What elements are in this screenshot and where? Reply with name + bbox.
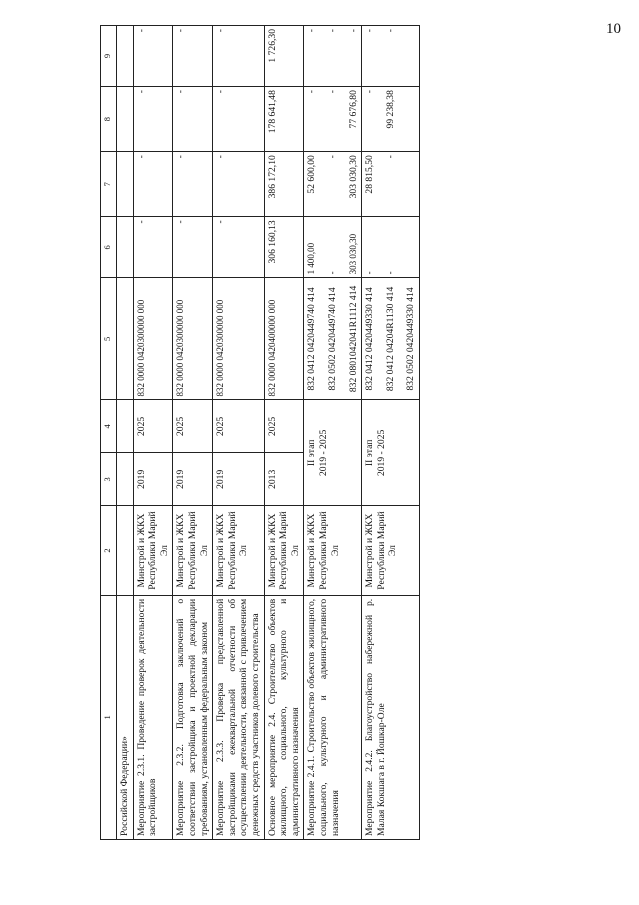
column-9-value: - [384, 29, 396, 33]
column-9-value: - [135, 29, 147, 33]
column-8-value: - [326, 90, 338, 94]
column-9-value [405, 29, 417, 83]
column-6-value [405, 220, 417, 274]
section-tail: Российской Федерации» [117, 595, 134, 839]
column-6 [362, 217, 420, 278]
column-7-value: - [326, 155, 338, 159]
column-number: 1 [101, 595, 117, 839]
table-row [173, 26, 213, 840]
column-7-value: - [384, 155, 396, 159]
column-6-value: 1 400,00 [306, 242, 317, 275]
column-9-value: - [364, 29, 376, 33]
column-number: 8 [101, 87, 117, 152]
rotated-table-container [100, 25, 545, 840]
table-row [264, 26, 304, 840]
column-9 [213, 26, 264, 87]
budget-code [173, 278, 213, 400]
column-number: 2 [101, 506, 117, 596]
column-8-value: - [306, 90, 318, 94]
column-6 [173, 217, 213, 278]
section-tail-row [117, 26, 134, 840]
measure-name: Основное мероприятие 2.4. Строительство объектов жилищного, социального, культурного и административного назначения [264, 595, 304, 839]
budget-code-value: 832 0000 0420400000 000 [266, 299, 277, 397]
column-6-value: 306 160,13 [266, 220, 278, 264]
column-6 [264, 217, 304, 278]
table-body [117, 26, 420, 840]
executor: Минстрой и ЖКХ Республики Марий Эл [133, 506, 173, 596]
budget-code [304, 278, 362, 400]
column-8-value: - [364, 90, 376, 94]
column-9-value: 1 726,30 [266, 29, 278, 63]
budget-code-value: 832 0000 0420300000 000 [175, 299, 186, 397]
column-6 [133, 217, 173, 278]
column-8-value [405, 90, 417, 148]
executor: Минстрой и ЖКХ Республики Марий Эл [362, 506, 420, 596]
column-6-value: - [215, 220, 227, 224]
column-number: 3 [101, 453, 117, 506]
column-6 [304, 217, 362, 278]
column-6-value: - [326, 271, 337, 275]
budget-code [133, 278, 173, 400]
executor: Минстрой и ЖКХ Республики Марий Эл [264, 506, 304, 596]
program-measures-table [100, 25, 420, 840]
column-6-value: - [135, 220, 147, 224]
column-9 [173, 26, 213, 87]
column-9 [362, 26, 420, 87]
table-row [304, 26, 362, 840]
column-7-value: - [175, 155, 187, 159]
column-7 [264, 152, 304, 217]
budget-code [362, 278, 420, 400]
table-row [133, 26, 173, 840]
column-6-value: - [175, 220, 187, 224]
start-year: 2019 [133, 453, 173, 506]
column-8-value: 77 676,80 [347, 90, 359, 129]
column-8 [304, 87, 362, 152]
budget-code [213, 278, 264, 400]
column-8-value: 99 238,38 [384, 90, 396, 129]
column-9-value: - [175, 29, 187, 33]
column-8-value: - [215, 90, 227, 94]
column-7 [304, 152, 362, 217]
budget-code-value: 832 0502 0420449740 414 [326, 287, 338, 391]
budget-code-value: 832 0502 0420449330 414 [405, 287, 417, 391]
column-7-value: - [135, 155, 147, 159]
column-6 [213, 217, 264, 278]
column-7 [133, 152, 173, 217]
column-number: 4 [101, 400, 117, 453]
column-8-value: 178 641,48 [266, 90, 278, 134]
column-9 [264, 26, 304, 87]
stage-line: 2019 - 2025 [317, 429, 329, 477]
column-7 [362, 152, 420, 217]
column-9 [133, 26, 173, 87]
stage-line: 2019 - 2025 [375, 429, 387, 477]
column-number: 5 [101, 278, 117, 400]
stage-period [362, 400, 420, 506]
start-year: 2019 [173, 453, 213, 506]
column-8 [362, 87, 420, 152]
column-8-value: - [135, 90, 147, 94]
budget-code-value: 832 0801042041R1112 414 [347, 285, 359, 393]
table-row [362, 26, 420, 840]
column-number-row [101, 26, 117, 840]
stage-line: II этап [364, 439, 376, 467]
end-year: 2025 [264, 400, 304, 453]
measure-name: Мероприятие 2.4.1. Строительство объектов жилищного, социального, культурного и административного назначения [304, 595, 362, 839]
measure-name: Мероприятие 2.3.3. Проверка представленной застройщиками ежеквартальной отчетности об осуществлении деятельности, связанной с привлечением денежных средств участников долевого строительства [213, 595, 264, 839]
column-7-value: - [215, 155, 227, 159]
column-6-value: - [364, 271, 375, 275]
column-number: 6 [101, 217, 117, 278]
column-number: 7 [101, 152, 117, 217]
column-7 [213, 152, 264, 217]
column-6-value: 303 030,30 [347, 233, 358, 275]
budget-code-value: 832 0000 0420300000 000 [135, 299, 146, 397]
page-number: 10 [606, 21, 621, 37]
column-8 [264, 87, 304, 152]
end-year: 2025 [213, 400, 264, 453]
measure-name: Мероприятие 2.4.2. Благоустройство набережной р. Малая Кокшага в г. Йошкар-Оле [362, 595, 420, 839]
budget-code-value: 832 0412 04204R1130 414 [384, 286, 396, 392]
column-number: 9 [101, 26, 117, 87]
stage-period [304, 400, 362, 506]
table-row [213, 26, 264, 840]
measure-name: Мероприятие 2.3.2. Подготовка заключений о соответствии застройщика и проектной декларации требованиям, установленным федеральным законом [173, 595, 213, 839]
end-year: 2025 [173, 400, 213, 453]
column-6-value: - [384, 271, 395, 275]
column-9-value: - [215, 29, 227, 33]
column-7-value [405, 155, 417, 213]
column-7-value: 386 172,10 [266, 155, 278, 199]
budget-code-value: 832 0412 0420449330 414 [364, 287, 376, 391]
column-7 [173, 152, 213, 217]
column-9-value: - [347, 29, 359, 33]
end-year: 2025 [133, 400, 173, 453]
executor: Минстрой и ЖКХ Республики Марий Эл [173, 506, 213, 596]
column-9 [304, 26, 362, 87]
column-7-value: 52 600,00 [306, 155, 318, 194]
start-year: 2019 [213, 453, 264, 506]
column-8 [133, 87, 173, 152]
executor: Минстрой и ЖКХ Республики Марий Эл [304, 506, 362, 596]
stage-line: II этап [306, 439, 318, 467]
budget-code-value: 832 0412 0420449740 414 [306, 287, 318, 391]
column-9-value: - [326, 29, 338, 33]
column-7-value: 28 815,50 [364, 155, 376, 194]
column-8 [173, 87, 213, 152]
executor: Минстрой и ЖКХ Республики Марий Эл [213, 506, 264, 596]
column-8 [213, 87, 264, 152]
column-7-value: 303 030,30 [347, 155, 359, 199]
start-year: 2013 [264, 453, 304, 506]
column-9-value: - [306, 29, 318, 33]
column-8-value: - [175, 90, 187, 94]
budget-code-value: 832 0000 0420300000 000 [215, 299, 226, 397]
measure-name: Мероприятие 2.3.1. Проведение проверок деятельности застройщиков [133, 595, 173, 839]
budget-code [264, 278, 304, 400]
